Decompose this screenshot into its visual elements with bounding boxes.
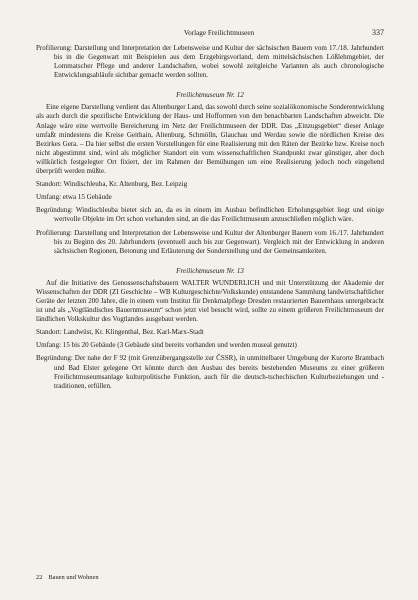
running-head-title: Vorlage Freilichtmuseen xyxy=(183,29,255,37)
museum-13-body: Auf die Initiative des Genossenschaftsbauern WALTER WUNDERLICH und mit Unterstützung der Akademie der Wissenschaften der DDR (ZI Geschichte – WB Kulturgeschichte/Volkskunde) entstandene Sammlung landwirtschaftlicher Geräte der letzten 200 Jahre, die in einem vom Institut für Denkmalpflege Dresden restaurierten Bauernhaus untergebracht ist und als „Vogtländisches Bauernmuseum“ schon jetzt viel besucht wird, sollte zu einem größeren Freilichtmuseum der ländlichen Volkskultur des Vogtlandes ausgebaut werden. xyxy=(36,278,384,324)
museum-12-begruendung: Begründung: Windischleuba bietet sich an, da es in einem im Ausbau befindlichen Erholungsgebiet liegt und einige wertvolle Objekte im Ort schon vorhanden sind, an die das Freilichtmuseum anzuschließen möglich wäre. xyxy=(36,206,384,224)
museum-13-heading: Freilichtmuseum Nr. 13 xyxy=(176,266,244,275)
page-number: 337 xyxy=(372,28,384,37)
museum-13-begruendung: Begründung: Der nahe der F 92 (mit Grenzübergangsstelle zur ČSSR), in unmittelbarer Umgebung der Kurorte Brambach und Bad Elster gelegene Ort könnte durch den Ausbau des bereits bestehenden Museums zu einer größeren Freilichtmuseumsanlage kulturpolitische Funktion, auch für die deutsch-tschechischen Kulturbeziehungen und -traditionen, erfüllen. xyxy=(36,354,384,390)
page-footer xyxy=(36,574,99,581)
intro-profilierung: Profilierung: Darstellung und Interpretation der Lebensweise und Kultur der sächsischen Bauern vom 17./18. Jahrhundert bis in die Gegenwart mit Beispielen aus dem Erzgebirgsvorland, dem mittelsächsischen Lößlehmgebiet, der Lommatscher Pflege und anderer Landschaften, wobei sowohl zeitgleiche Varianten als auch chronologische Entwicklungsabläufe sichtbar gemacht werden sollten. xyxy=(36,44,384,80)
museum-12-body: Eine eigene Darstellung verdient das Altenburger Land, das sowohl durch seine sozialökonomische Sonderentwicklung als auch durch die spezifische Entwicklung der Haus- und Hofformen von den benachbarten Landschaften abweicht. Die Anlage wäre eine wertvolle Bereicherung im Netz der Freilichtmuseen der DDR. Das „Einzugsgebiet“ dieser Anlage umfaßt mindestens die Kreise Geithain, Altenburg, Schmölln, Glauchau und Werdau sowie die nördlichen Kreise des Bezirkes Gera. – Da hier selbst die ersten Vorstellungen für eine Realisierung mit den Räten der Bezirke bzw. Kreise noch nicht abgestimmt sind, wird als möglicher Standort ein vom wissenschaftlichen Standpunkt zwar günstiger, aber doch willkürlich festgelegter Ort fixiert, der im Rahmen der Bemühungen um eine Realisierung jedoch noch eingehend überprüft werden müßte. xyxy=(36,103,384,176)
museum-12-heading: Freilichtmuseum Nr. 12 xyxy=(176,91,244,100)
running-head xyxy=(36,28,384,37)
museum-13-umfang: Umfang: 15 bis 20 Gebäude (3 Gebäude sind bereits vorhanden und werden museal genutzt) xyxy=(36,341,297,350)
museum-12-profilierung: Profilierung: Darstellung und Interpretation der Lebensweise und Kultur der Altenburger Bauern vom 16./17. Jahrhundert bis zu Beginn des 20. Jahrhunderts (eventuell auch bis zur Gegenwart). Vergleich mit der Entwicklung in anderen sächsischen Regionen, Betonung und Erläuterung der Sonderstellung und der Gemeinsamkeiten. xyxy=(36,228,384,255)
museum-12-umfang: Umfang: etwa 15 Gebäude xyxy=(36,193,112,202)
footer-signature: 22 xyxy=(36,574,43,581)
museum-12-standort: Standort: Windischleuba, Kr. Altenburg, Bez. Leipzig xyxy=(36,180,188,189)
footer-text: Bauen und Wohnen xyxy=(48,574,99,581)
museum-13-standort: Standort: Landwüst, Kr. Klingenthal, Bez. Karl-Marx-Stadt xyxy=(36,328,204,337)
